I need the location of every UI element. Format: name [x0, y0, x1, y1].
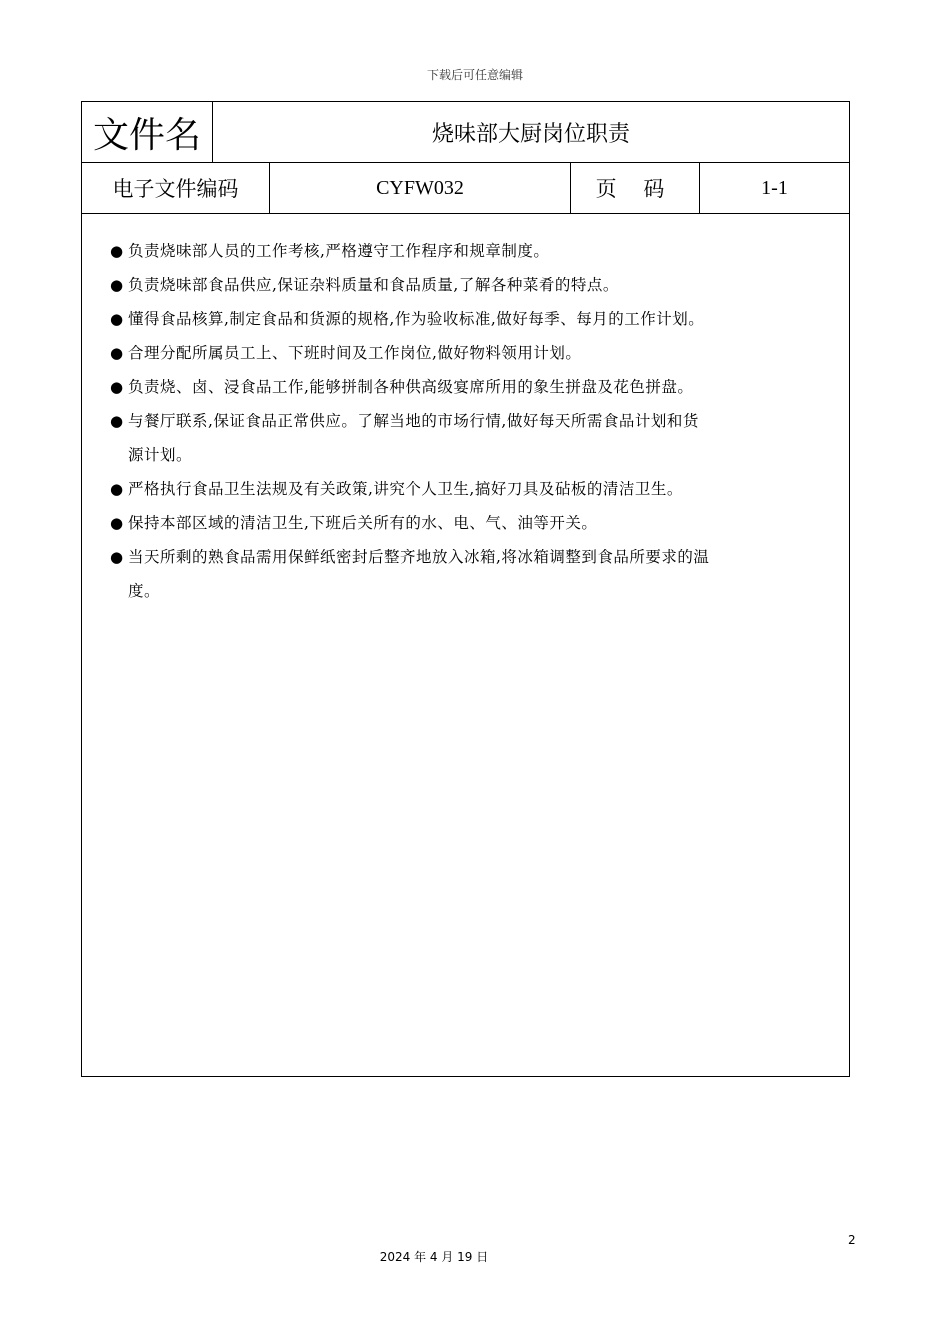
- title-row: [82, 102, 849, 163]
- bullet-icon: ●: [110, 378, 124, 396]
- duty-item: [110, 540, 830, 608]
- duty-text: 负责烧味部食品供应,保证杂料质量和食品质量,了解各种菜肴的特点。: [128, 276, 619, 294]
- code-value: CYFW032: [270, 163, 571, 213]
- duty-item: [110, 472, 830, 506]
- page-number: 2: [848, 1233, 856, 1247]
- document-title: 烧味部大厨岗位职责: [431, 121, 630, 147]
- bullet-icon: ●: [110, 344, 124, 362]
- duty-item: [110, 506, 830, 540]
- page-label: 页 码: [571, 163, 700, 213]
- duty-item: [110, 370, 830, 404]
- duty-text-continued: 源计划。: [128, 446, 193, 464]
- duty-item: [110, 404, 830, 472]
- duty-text: 合理分配所属员工上、下班时间及工作岗位,做好物料领用计划。: [128, 344, 582, 362]
- bullet-icon: ●: [110, 276, 124, 294]
- duty-text: 负责烧、卤、浸食品工作,能够拼制各种供高级宴席所用的象生拼盘及花色拼盘。: [128, 378, 694, 396]
- document-table: [81, 101, 850, 1077]
- bullet-icon: ●: [110, 242, 124, 260]
- duty-item: [110, 268, 830, 302]
- bullet-icon: ●: [110, 480, 124, 498]
- duty-text: 保持本部区域的清洁卫生,下班后关所有的水、电、气、油等开关。: [128, 514, 598, 532]
- duty-text: 严格执行食品卫生法规及有关政策,讲究个人卫生,搞好刀具及砧板的清洁卫生。: [128, 480, 683, 498]
- header-note: 下载后可任意编辑: [426, 68, 523, 82]
- code-label: 电子文件编码: [82, 163, 270, 213]
- duties-list: [110, 234, 830, 608]
- bullet-icon: ●: [110, 514, 124, 532]
- duty-item: [110, 302, 830, 336]
- file-name-label: 文件名: [82, 102, 213, 162]
- duty-text: 与餐厅联系,保证食品正常供应。了解当地的市场行情,做好每天所需食品计划和货: [128, 412, 699, 430]
- bullet-icon: ●: [110, 412, 124, 430]
- duty-text: 当天所剩的熟食品需用保鲜纸密封后整齐地放入冰箱,将冰箱调整到食品所要求的温: [128, 548, 710, 566]
- meta-row: [82, 163, 849, 214]
- page-value: 1-1: [761, 176, 788, 199]
- duty-item: [110, 234, 830, 268]
- duty-text: 懂得食品核算,制定食品和货源的规格,作为验收标准,做好每季、每月的工作计划。: [128, 310, 705, 328]
- bullet-icon: ●: [110, 310, 124, 328]
- duty-item: [110, 336, 830, 370]
- footer-date: 2024 年 4 月 19 日: [379, 1250, 489, 1264]
- bullet-icon: ●: [110, 548, 124, 566]
- duty-text: 负责烧味部人员的工作考核,严格遵守工作程序和规章制度。: [128, 242, 550, 260]
- duty-text-continued: 度。: [128, 582, 161, 600]
